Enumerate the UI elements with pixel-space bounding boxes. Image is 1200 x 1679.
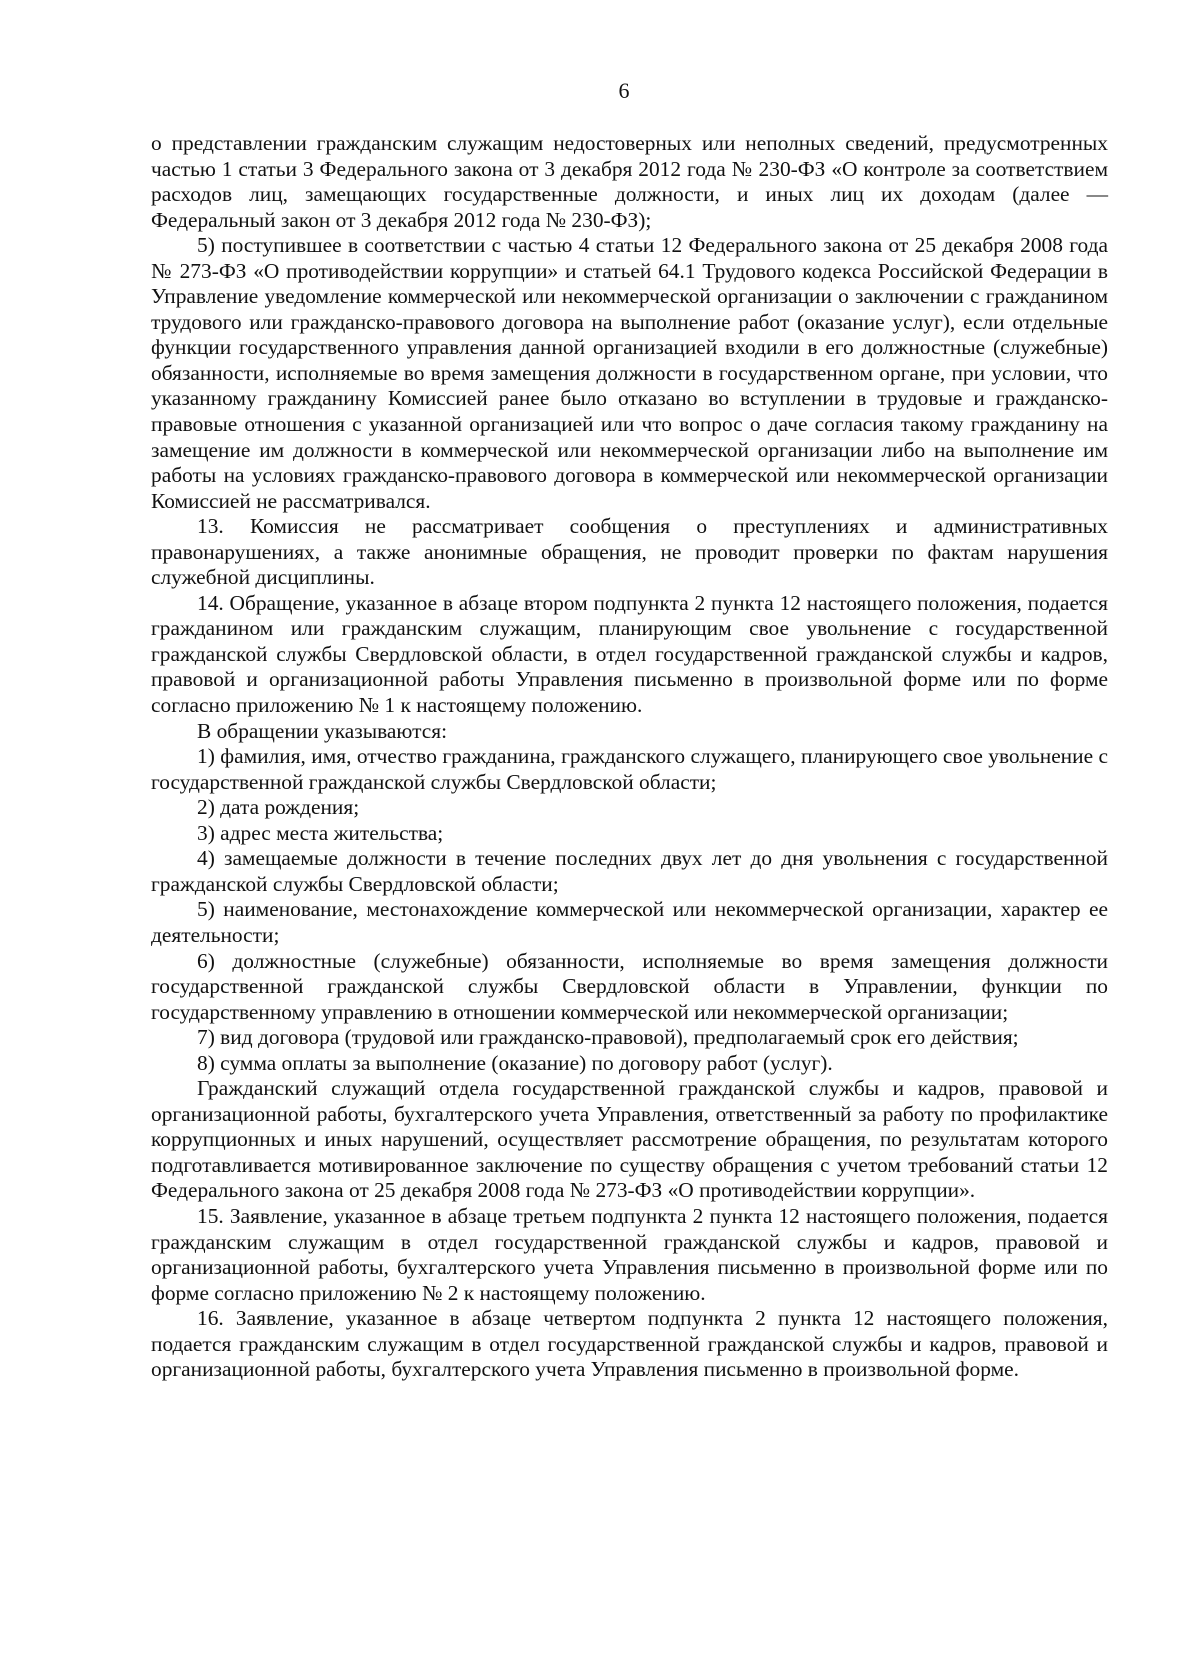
paragraph-clause-14: 14. Обращение, указанное в абзаце втором подпункта 2 пункта 12 настоящего положения, подается гражданином или гражданским служащим, планирующим свое увольнение с государственной гражданской службы Свердловской области, в отдел государственной гражданской службы и кадров, правовой и организационной работы Управления письменно в произвольной форме или по форме согласно приложению № 1 к настоящему положению. [151, 590, 1108, 718]
paragraph-item-5: 5) поступившее в соответствии с частью 4 статьи 12 Федерального закона от 25 декабря 2008 года № 273-ФЗ «О противодействии коррупции» и статьей 64.1 Трудового кодекса Российской Федерации в Управление уведомление коммерческой или некоммерческой организации о заключении с гражданином трудового или гражданско-правового договора на выполнение работ (оказание услуг), если отдельные функции государственного управления данной организацией входили в его должностные (служебные) обязанности, исполняемые во время замещения должности в государственном органе, при условии, что указанному гражданину Комиссией ранее было отказано во вступлении в трудовые и гражданско-правовые отношения с указанной организацией или что вопрос о даче согласия такому гражданину на замещение им должности в коммерческой или некоммерческой организации либо на выполнение им работы на условиях гражданско-правового договора в коммерческой или некоммерческой организации Комиссией не рассматривался. [151, 233, 1108, 513]
document-body [151, 131, 1108, 1383]
paragraph-clause-13: 13. Комиссия не рассматривает сообщения о преступлениях и административных правонарушениях, а также анонимные обращения, не проводит проверки по фактам нарушения служебной дисциплины. [151, 514, 1108, 590]
paragraph-review-procedure: Гражданский служащий отдела государственной гражданской службы и кадров, правовой и организационной работы, бухгалтерского учета Управления, ответственный за работу по профилактике коррупционных и иных нарушений, осуществляет рассмотрение обращения, по результатам которого подготавливается мотивированное заключение по существу обращения с учетом требований статьи 12 Федерального закона от 25 декабря 2008 года № 273-ФЗ «О противодействии коррупции». [151, 1076, 1108, 1203]
list-item-2: 2) дата рождения; [197, 795, 360, 820]
list-item-1: 1) фамилия, имя, отчество гражданина, гражданского служащего, планирующего свое увольнение с государственной гражданской службы Свердловской области; [151, 744, 1108, 794]
list-item-4: 4) замещаемые должности в течение последних двух лет до дня увольнения с государственной гражданской службы Свердловской области; [151, 846, 1108, 896]
list-item-8: 8) сумма оплаты за выполнение (оказание) по договору работ (услуг). [197, 1050, 833, 1075]
paragraph-clause-16: 16. Заявление, указанное в абзаце четвертом подпункта 2 пункта 12 настоящего положения, подается гражданским служащим в отдел государственной гражданской службы и кадров, правовой и организационной работы, бухгалтерского учета Управления письменно в произвольной форме. [151, 1306, 1108, 1382]
list-item-3: 3) адрес места жительства; [197, 820, 444, 845]
list-item-7: 7) вид договора (трудовой или гражданско-правовой), предполагаемый срок его действия; [197, 1025, 1019, 1050]
page-number: 6 [618, 78, 630, 103]
paragraph-continuation: о представлении гражданским служащим недостоверных или неполных сведений, предусмотренных частью 1 статьи 3 Федерального закона от 3 декабря 2012 года № 230-ФЗ «О контроле за соответствием расходов лиц, замещающих государственные должности, и иных лиц их доходам (далее — Федеральный закон от 3 декабря 2012 года № 230-ФЗ); [151, 131, 1108, 232]
list-item-6: 6) должностные (служебные) обязанности, исполняемые во время замещения должности государственной гражданской службы Свердловской области в Управлении, функции по государственному управлению в отношении коммерческой или некоммерческой организации; [151, 948, 1108, 1024]
list-item-5: 5) наименование, местонахождение коммерческой или некоммерческой организации, характер ее деятельности; [151, 897, 1108, 947]
paragraph-clause-15: 15. Заявление, указанное в абзаце третьем подпункта 2 пункта 12 настоящего положения, подается гражданским служащим в отдел государственной гражданской службы и кадров, правовой и организационной работы, бухгалтерского учета Управления письменно в произвольной форме или по форме согласно приложению № 2 к настоящему положению. [151, 1203, 1108, 1305]
paragraph-appeal-contents-intro: В обращении указываются: [197, 718, 448, 743]
